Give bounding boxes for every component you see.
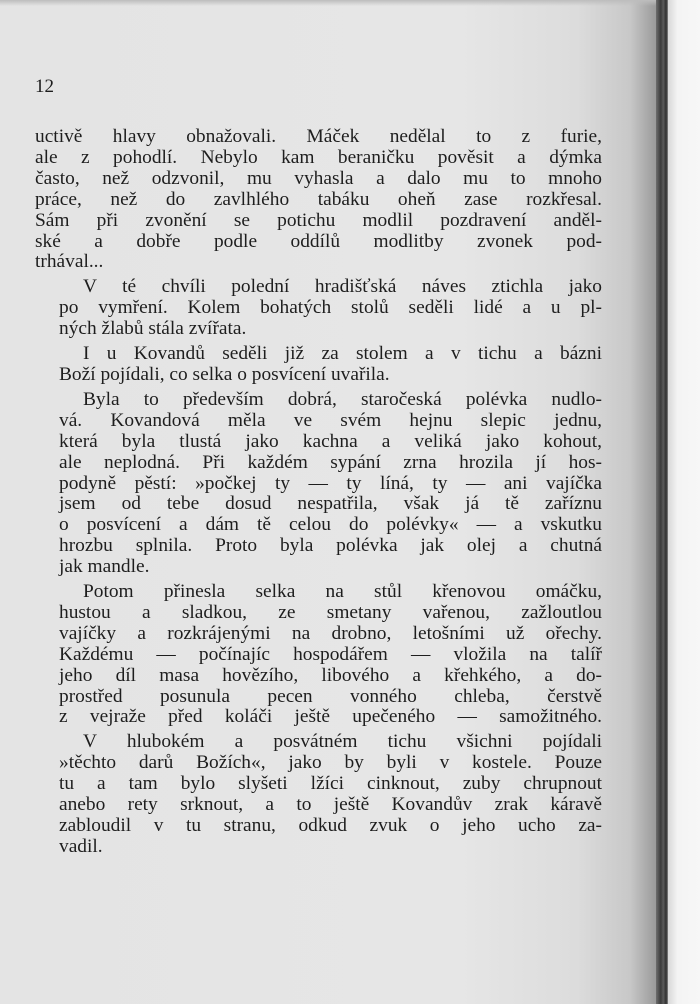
text-line: z vejraže před koláči ještě upečeného — samožitného. [59,706,602,728]
book-binding-gutter [656,0,668,1004]
text-line: jak mandle. [59,556,150,578]
paragraph-5 [35,582,602,728]
text-line: trhával... [35,251,104,273]
paragraph-4 [35,390,602,578]
text-line: vajíčky a rozkrájenými na drobno, letošními už ořechy. [59,622,602,644]
text-line: Každému — počínajíc hospodářem — vložila na talíř [59,643,602,665]
paragraph-1 [35,127,602,273]
text-line: V té chvíli polední hradišťská náves ztichla jako [83,276,602,298]
text-line: »těchto darů Božích«, jako by byli v kostele. Pouze [59,752,602,774]
page-number: 12 [35,76,54,97]
text-line: Potom přinesla selka na stůl křenovou omáčku, [83,581,602,603]
text-line: Sám při zvonění se potichu modlil pozdravení anděl- [35,209,602,231]
text-line: zabloudil v tu stranu, odkud zvuk o jeho ucho za- [59,815,602,836]
text-line: anebo rety srknout, a to ještě Kovandův zrak káravě [59,794,602,816]
body-text [35,127,602,862]
paragraph-2 [35,277,602,340]
text-line: jeho díl masa hovězího, libového a křehkého, a do- [59,664,602,686]
adjacent-page-edge [668,0,700,1004]
text-line: o posvícení a dám tě celou do polévky« — a vskutku [59,514,602,536]
text-line: práce, než do zavlhlého tabáku oheň zase rozkřesal. [35,188,602,210]
text-line: po vymření. Kolem bohatých stolů seděli lidé a u pl- [59,297,602,319]
text-line: prostřed posunula pecen vonného chleba, čerstvě [59,685,602,707]
text-line: vadil. [59,835,103,857]
text-line: hustou a sladkou, ze smetany vařenou, zažloutlou [59,601,602,623]
text-line: vá. Kovandová měla ve svém hejnu slepic jednu, [59,409,602,431]
paragraph-3 [35,344,602,386]
text-line: podyně pěstí: »počkej ty — ty líná, ty — ani vajíčka [59,472,602,494]
text-line: často, než odzvonil, mu vyhasla a dalo mu to mnoho [35,167,602,189]
text-line: Byla to především dobrá, staročeská polévka nudlo- [83,388,602,410]
text-line: ale z pohodlí. Nebylo kam beraničku pověsit a dýmka [35,146,602,168]
text-line: jsem od tebe dosud nespatřila, však já tě zaříznu [59,493,602,515]
text-line: I u Kovandů seděli již za stolem a v tichu a bázni [83,343,602,365]
text-line: uctivě hlavy obnažovali. Máček nedělal to z furie, [35,126,602,147]
paragraph-6 [35,732,602,857]
text-line: ale neplodná. Při každém sypání zrna hrozila jí hos- [59,451,602,473]
text-line: V hlubokém a posvátném tichu všichni pojídali [83,731,602,753]
text-line: Boží pojídali, co selka o posvícení uvařila. [59,363,390,385]
text-line: ných žlabů stála zvířata. [59,318,247,340]
text-line: ské a dobře podle oddílů modlitby zvonek pod- [35,230,602,252]
text-line: tu a tam bylo slyšeti lžíci cinknout, zuby chrupnout [59,773,602,795]
text-line: hrozbu splnila. Proto byla polévka jak olej a chutná [59,535,602,557]
text-line: která byla tlustá jako kachna a veliká jako kohout, [59,430,602,452]
